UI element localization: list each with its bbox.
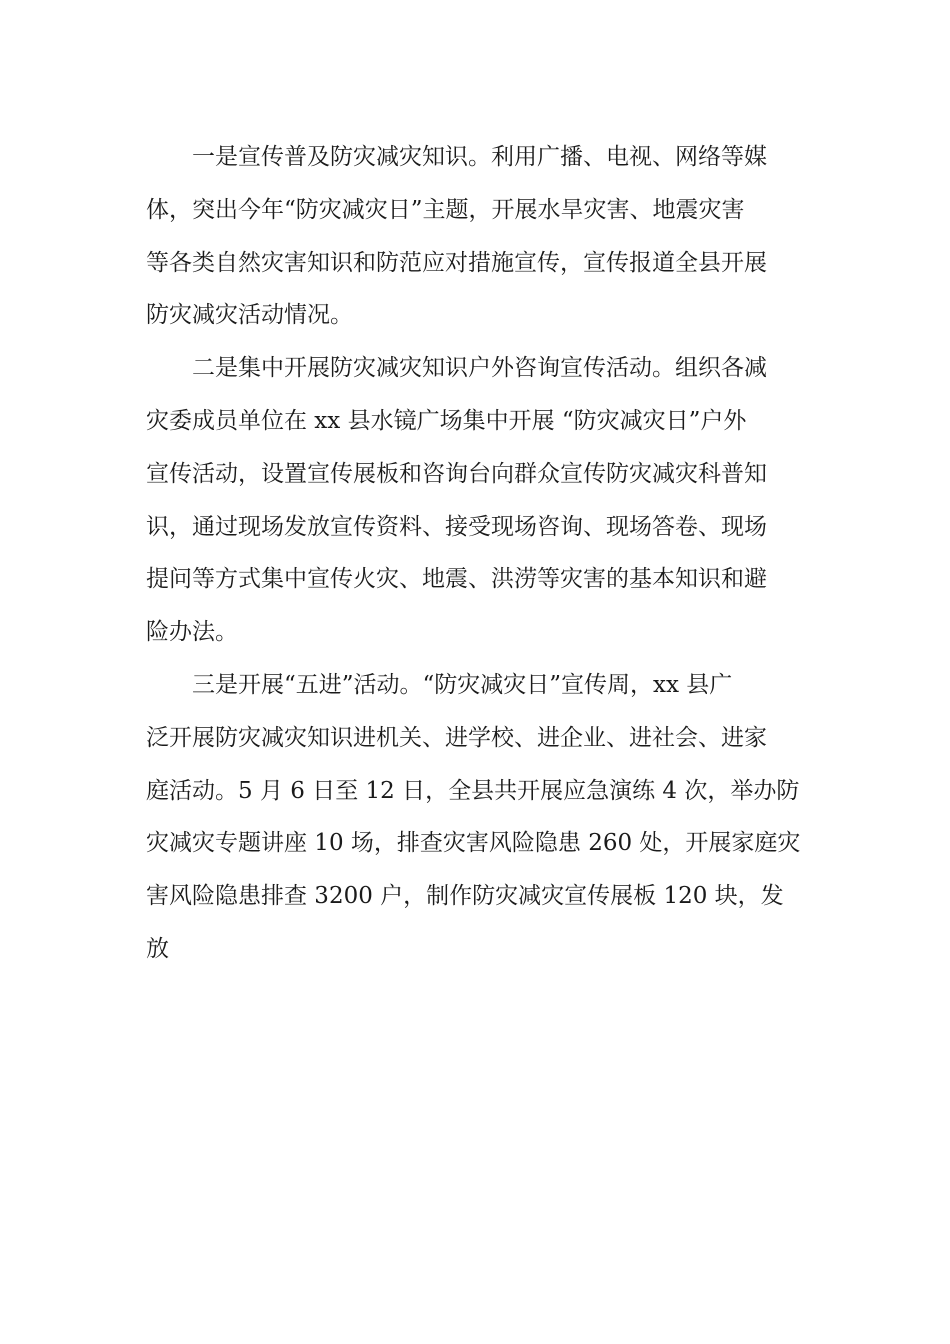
paragraph-five-entries-activity: 三是开展“五进”活动。“防灾减灾日”宣传周，xx 县广 泛开展防灾减灾知识进机关、进学校、进企业、进社会、进家 庭活动。5 月 6 日至 12 日，全县共开展应急演练 4 次，举办防 灾减灾专题讲座 10 场，排查灾害风险隐患 260 处，开展家庭灾 害风险隐患排查 3200 户，制作防灾减灾宣传展板 120 块，发放	[146, 671, 801, 962]
paragraph-outdoor-consultation: 二是集中开展防灾减灾知识户外咨询宣传活动。组织各减 灾委成员单位在 xx 县水镜广场集中开展 “防灾减灾日”户外 宣传活动，设置宣传展板和咨询台向群众宣传防灾减灾科普知 识，通过现场发放宣传资料、接受现场咨询、现场答卷、现场 提问等方式集中宣传火灾、地震、洪涝等灾害的基本知识和避 险办法。	[146, 355, 767, 646]
document-body	[146, 131, 806, 976]
paragraph-publicity-knowledge: 一是宣传普及防灾减灾知识。利用广播、电视、网络等媒 体，突出今年“防灾减灾日”主题，开展水旱灾害、地震灾害 等各类自然灾害知识和防范应对措施宣传，宣传报道全县开展 防灾减灾活动情况。	[146, 144, 767, 329]
